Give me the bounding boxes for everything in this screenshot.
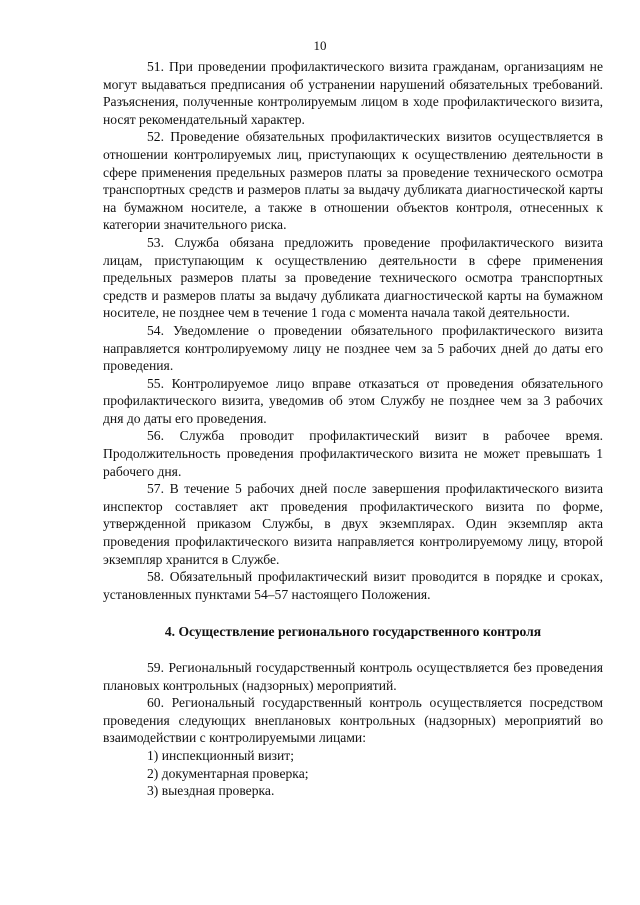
- paragraph-54: 54. Уведомление о проведении обязательного профилактического визита направляется контролируемому лицу не позднее чем за 5 рабочих дней до даты его проведения.: [103, 322, 603, 374]
- paragraph-55: 55. Контролируемое лицо вправе отказаться от проведения обязательного профилактического визита, уведомив об этом Службу не позднее чем за 3 рабочих дня до даты его проведения.: [103, 375, 603, 426]
- paragraph-56: 56. Служба проводит профилактический визит в рабочее время. Продолжительность проведения профилактического визита не может превышать 1 рабочего дня.: [103, 428, 603, 479]
- paragraph-51: 51. При проведении профилактического визита гражданам, организациям не могут выдаваться предписания об устранении нарушений обязательных требований. Разъяснения, полученные контролируемым лицом в ходе профилактического визита, носят рекомендательный характер.: [103, 59, 603, 127]
- paragraph-58: 58. Обязательный профилактический визит проводится в порядке и сроках, установленных пунктами 54–57 настоящего Положения.: [103, 569, 603, 602]
- list-item-document-check: 2) документарная проверка;: [147, 765, 309, 781]
- paragraph-53: 53. Служба обязана предложить проведение профилактического визита лицам, приступающим к осуществлению деятельности в сфере применения предельных размеров платы за проведение технического осмотра транспортных средств и размеров платы за выдачу дубликата диагностической карты на бумажном носителе, не позднее чем в течение 1 года с момента начала такой деятельности.: [103, 234, 603, 321]
- section-heading: 4. Осуществление регионального государственного контроля: [164, 624, 542, 640]
- list-item-field-check: 3) выездная проверка.: [147, 783, 275, 799]
- paragraph-60: 60. Региональный государственный контроль осуществляется посредством проведения следующих внеплановых контрольных (надзорных) мероприятий во взаимодействии с контролируемыми лицами:: [103, 695, 603, 746]
- paragraph-57: 57. В течение 5 рабочих дней после завершения профилактического визита инспектор составляет акт проведения профилактического визита по форме, утвержденной приказом Службы, в двух экземплярах. Один экземпляр акта проведения профилактического визита направляется контролируемому лицу, второй экземпляр хранится в Службе.: [103, 481, 603, 567]
- document-body: [103, 58, 603, 800]
- paragraph-52: 52. Проведение обязательных профилактических визитов осуществляется в отношении контролируемых лиц, приступающих к осуществлению деятельности в сфере применения предельных размеров платы за проведение технического осмотра транспортных средств и размеров платы за выдачу дубликата диагностической карты на бумажном носителе, а также в отношении объектов контроля, отнесенных к категории значительного риска.: [103, 129, 603, 233]
- paragraph-59: 59. Региональный государственный контроль осуществляется без проведения плановых контрольных (надзорных) мероприятий.: [103, 660, 603, 693]
- list-item-inspection-visit: 1) инспекционный визит;: [147, 747, 294, 763]
- page-number: 10: [313, 38, 327, 53]
